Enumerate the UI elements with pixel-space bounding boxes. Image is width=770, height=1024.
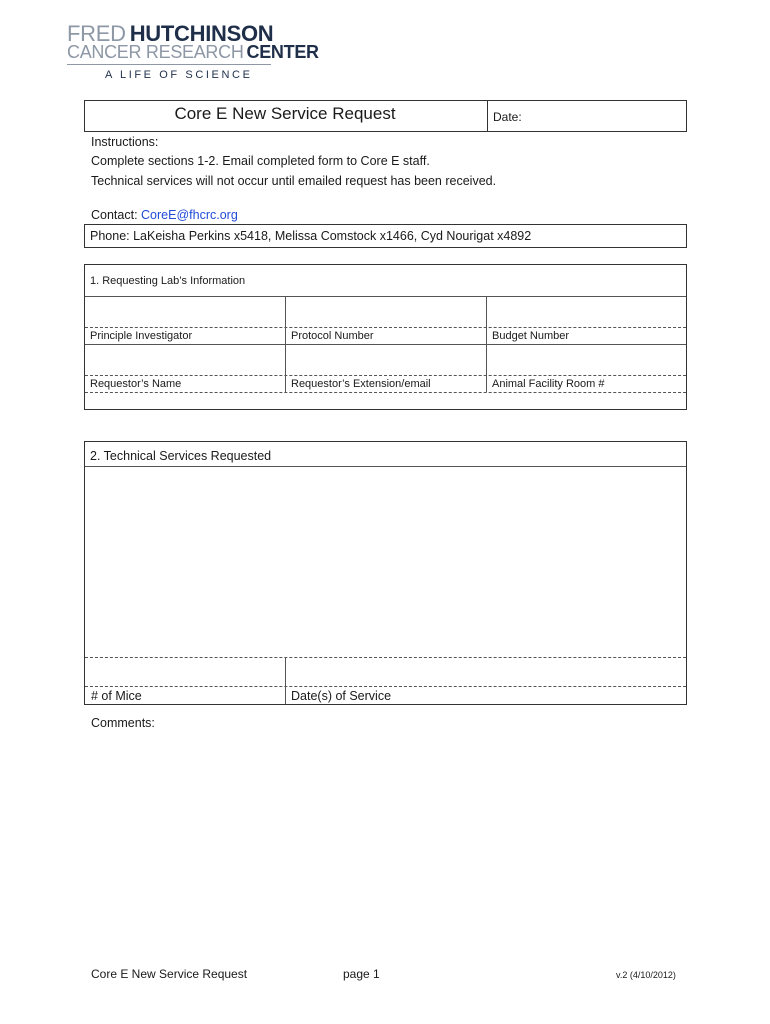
section-1-row-rule [85, 344, 686, 345]
protocol-number-field[interactable]: Protocol Number [291, 330, 374, 342]
instructions-line-2: Technical services will not occur until emailed request has been received. [91, 174, 497, 188]
logo-rule [67, 64, 271, 65]
dates-of-service-field[interactable]: Date(s) of Service [291, 689, 392, 703]
technical-services-textarea[interactable] [85, 467, 686, 656]
footer-version: v.2 (4/10/2012) [616, 970, 676, 980]
animal-facility-room-field[interactable]: Animal Facility Room # [492, 378, 605, 390]
budget-number-field[interactable]: Budget Number [492, 330, 570, 342]
section-1-title: 1. Requesting Lab’s Information [90, 275, 246, 287]
contact-line [91, 208, 238, 222]
section-1-dashed-rule-3 [85, 392, 686, 393]
requestor-name-field[interactable]: Requestor’s Name [90, 378, 182, 390]
comments-label: Comments: [91, 716, 155, 730]
footer-page-number: page 1 [343, 967, 380, 981]
logo-hutchinson: HUTCHINSON [129, 21, 274, 46]
instructions-line-1: Complete sections 1-2. Email completed form to Core E staff. [91, 154, 430, 168]
date-field[interactable]: Date: [493, 110, 522, 124]
requestor-extension-field[interactable]: Requestor’s Extension/email [291, 378, 431, 390]
phone-line: Phone: LaKeisha Perkins x5418, Melissa Comstock x1466, Cyd Nourigat x4892 [90, 229, 532, 243]
section-1-dashed-rule-2 [85, 375, 686, 376]
logo-fred: FRED [67, 21, 126, 46]
section-1-dashed-rule-1 [85, 327, 686, 328]
section-2-dashed-rule-1 [85, 657, 686, 658]
title-divider [487, 100, 488, 132]
logo-center: CENTER [246, 42, 319, 62]
instructions-heading: Instructions: [91, 135, 159, 149]
contact-email-link[interactable]: CoreE@fhcrc.org [141, 208, 238, 222]
logo-tagline: A LIFE OF SCIENCE [105, 69, 253, 81]
section-2-dashed-rule-2 [85, 686, 686, 687]
number-of-mice-field[interactable]: # of Mice [91, 689, 142, 703]
page-title: Core E New Service Request [174, 104, 396, 123]
section-2-col-divider [285, 657, 286, 704]
section-1-header-rule [85, 296, 686, 297]
logo-subtitle [67, 42, 319, 62]
contact-label: Contact: [91, 208, 142, 222]
logo-cancer-research: CANCER RESEARCH [67, 42, 244, 62]
footer-doc-title: Core E New Service Request [91, 967, 248, 981]
section-2-title: 2. Technical Services Requested [90, 449, 272, 463]
principle-investigator-field[interactable]: Principle Investigator [90, 330, 193, 342]
